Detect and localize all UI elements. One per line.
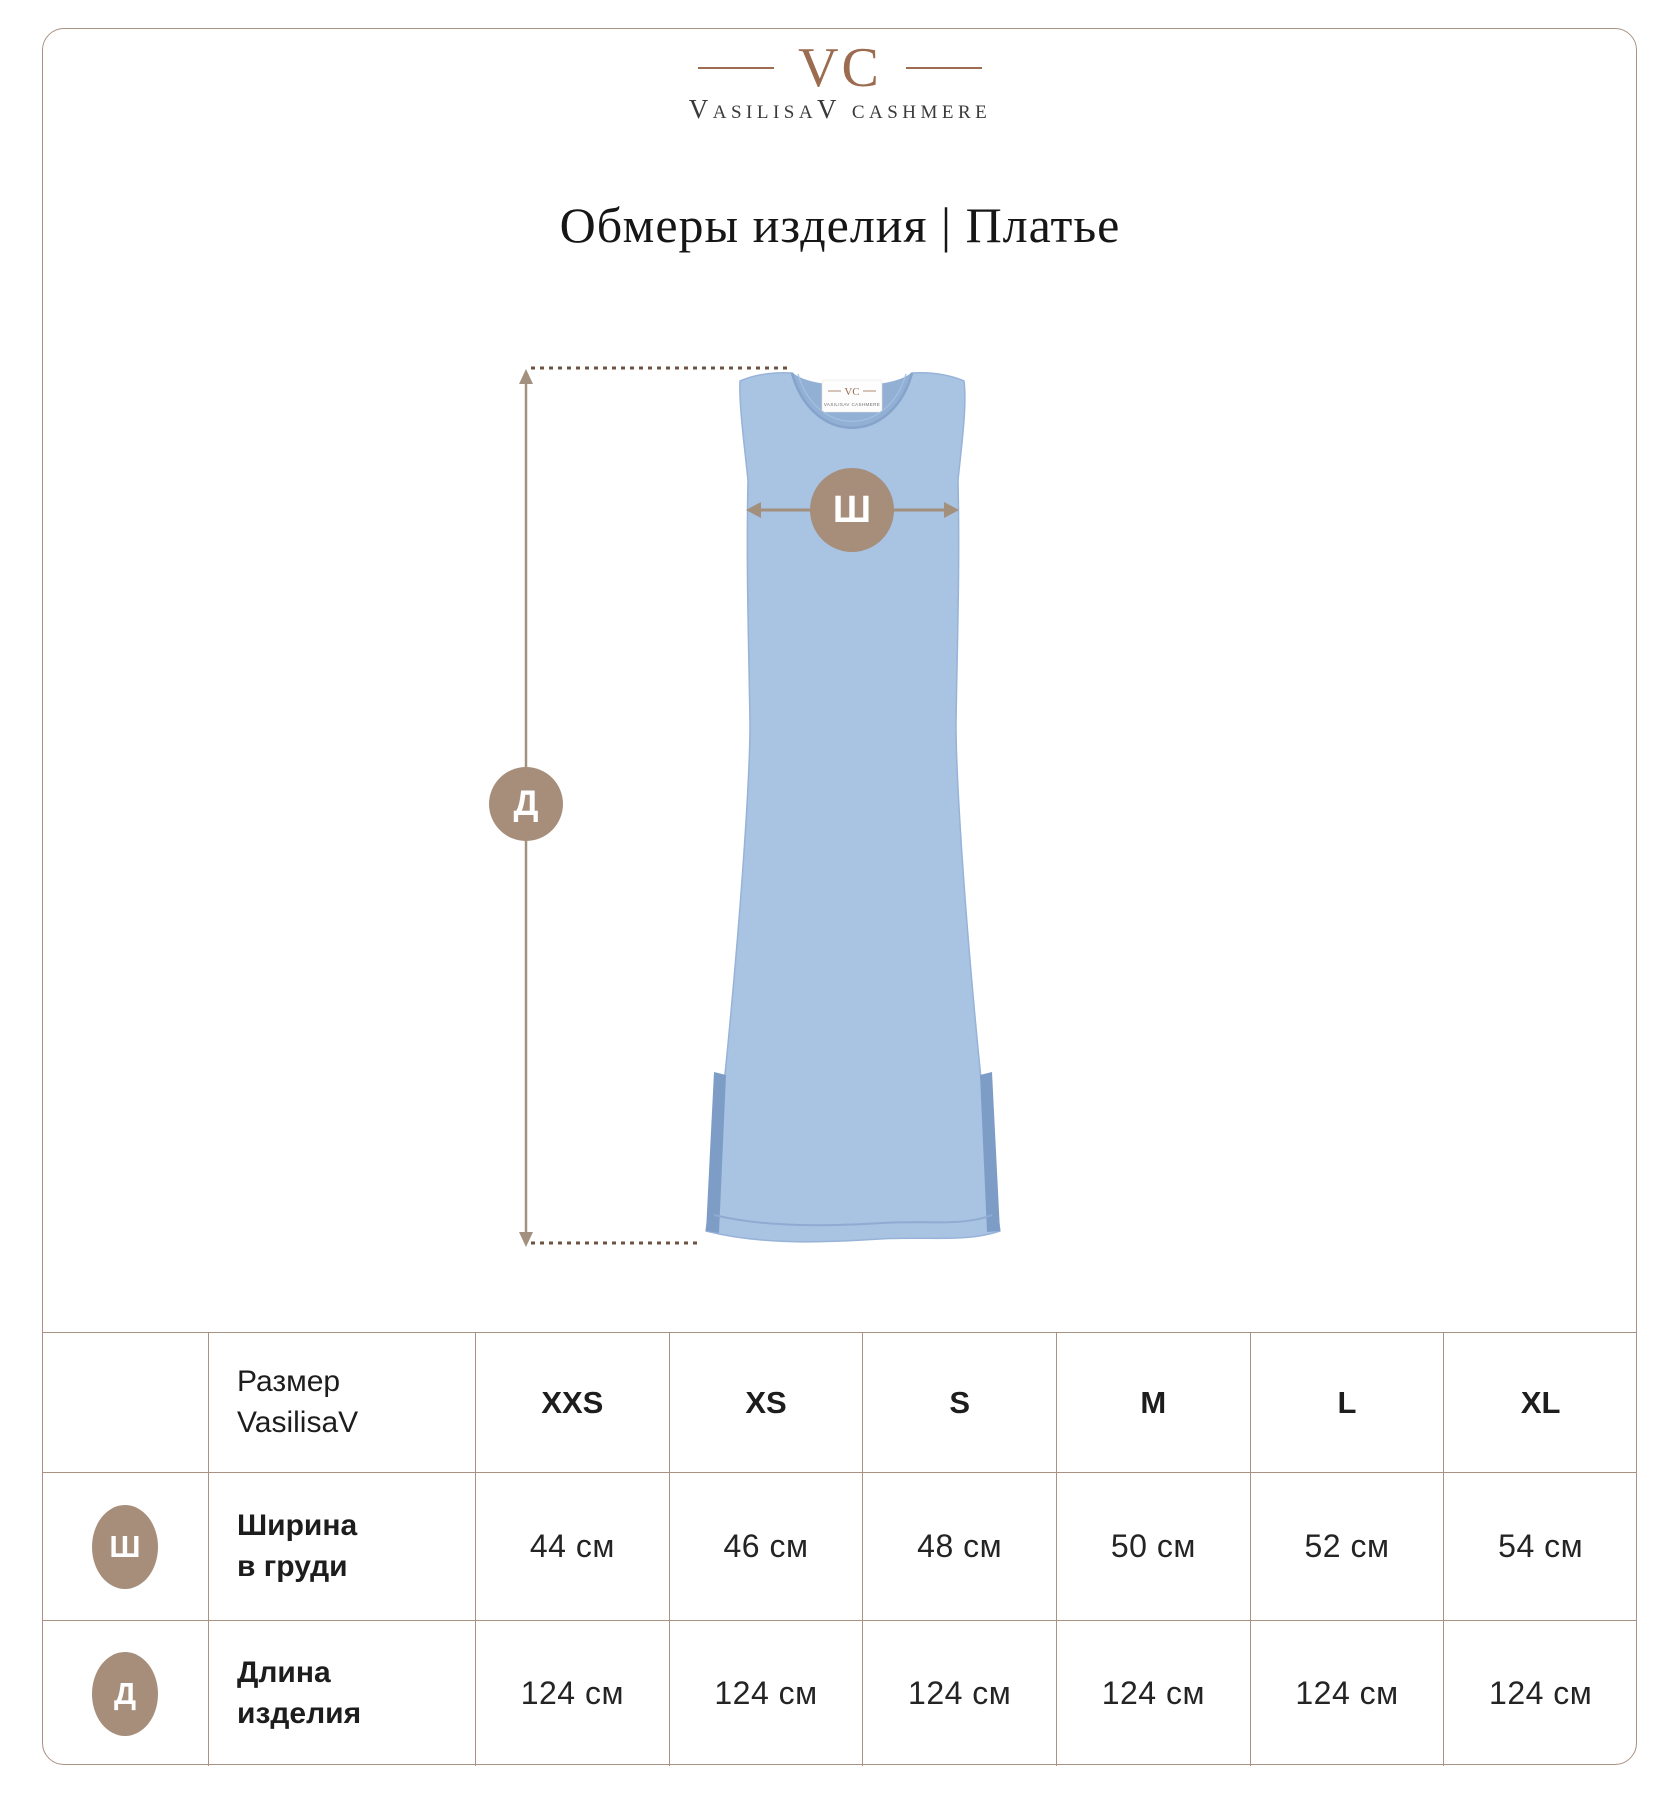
page-title: Обмеры изделия | Платье: [559, 197, 1121, 253]
size-column-header: [208, 1333, 475, 1472]
width-row-label: [208, 1472, 475, 1620]
width-value-xxs: 44 см: [475, 1472, 669, 1620]
width-row-badge: Ш: [92, 1505, 158, 1589]
table-corner-cell: [42, 1333, 208, 1472]
size-header-xs: XS: [669, 1333, 863, 1472]
length-value-m: 124 см: [1056, 1620, 1250, 1766]
length-badge: Д: [489, 767, 563, 841]
length-arrowhead-bottom: [519, 1232, 533, 1247]
width-row-badge-cell: [42, 1472, 208, 1620]
size-header-xxs: XXS: [475, 1333, 669, 1472]
size-header-l: L: [1250, 1333, 1444, 1472]
length-value-xs: 124 см: [669, 1620, 863, 1766]
size-header-line1: Размер: [237, 1365, 341, 1398]
width-value-xl: 54 см: [1443, 1472, 1637, 1620]
neck-tag-monogram: VC: [844, 386, 860, 398]
length-label-line1: Длина: [237, 1656, 331, 1689]
width-label-line1: Ширина: [237, 1509, 358, 1542]
length-row-badge-cell: [42, 1620, 208, 1766]
size-table: [42, 1332, 1637, 1765]
width-label-line2: в груди: [237, 1549, 348, 1583]
size-header-m: M: [1056, 1333, 1250, 1472]
width-value-xs: 46 см: [669, 1472, 863, 1620]
size-header-line2: VasilisaV: [237, 1405, 359, 1439]
length-value-l: 124 см: [1250, 1620, 1444, 1766]
brand-name: VasilisaV cashmere: [688, 94, 992, 124]
length-row-label: [208, 1620, 475, 1766]
width-value-s: 48 см: [862, 1472, 1056, 1620]
length-arrowhead-top: [519, 369, 533, 384]
width-value-m: 50 см: [1056, 1472, 1250, 1620]
width-value-l: 52 см: [1250, 1472, 1444, 1620]
length-row-badge: Д: [92, 1652, 158, 1736]
length-value-s: 124 см: [862, 1620, 1056, 1766]
length-value-xxs: 124 см: [475, 1620, 669, 1766]
length-label-line2: изделия: [237, 1696, 362, 1730]
size-header-xl: XL: [1443, 1333, 1637, 1472]
brand-monogram: VC: [798, 37, 882, 99]
length-value-xl: 124 см: [1443, 1620, 1637, 1766]
neck-tag-brand: VASILISAV CASHMERE: [823, 402, 881, 407]
size-header-s: S: [862, 1333, 1056, 1472]
width-badge: Ш: [810, 468, 894, 552]
